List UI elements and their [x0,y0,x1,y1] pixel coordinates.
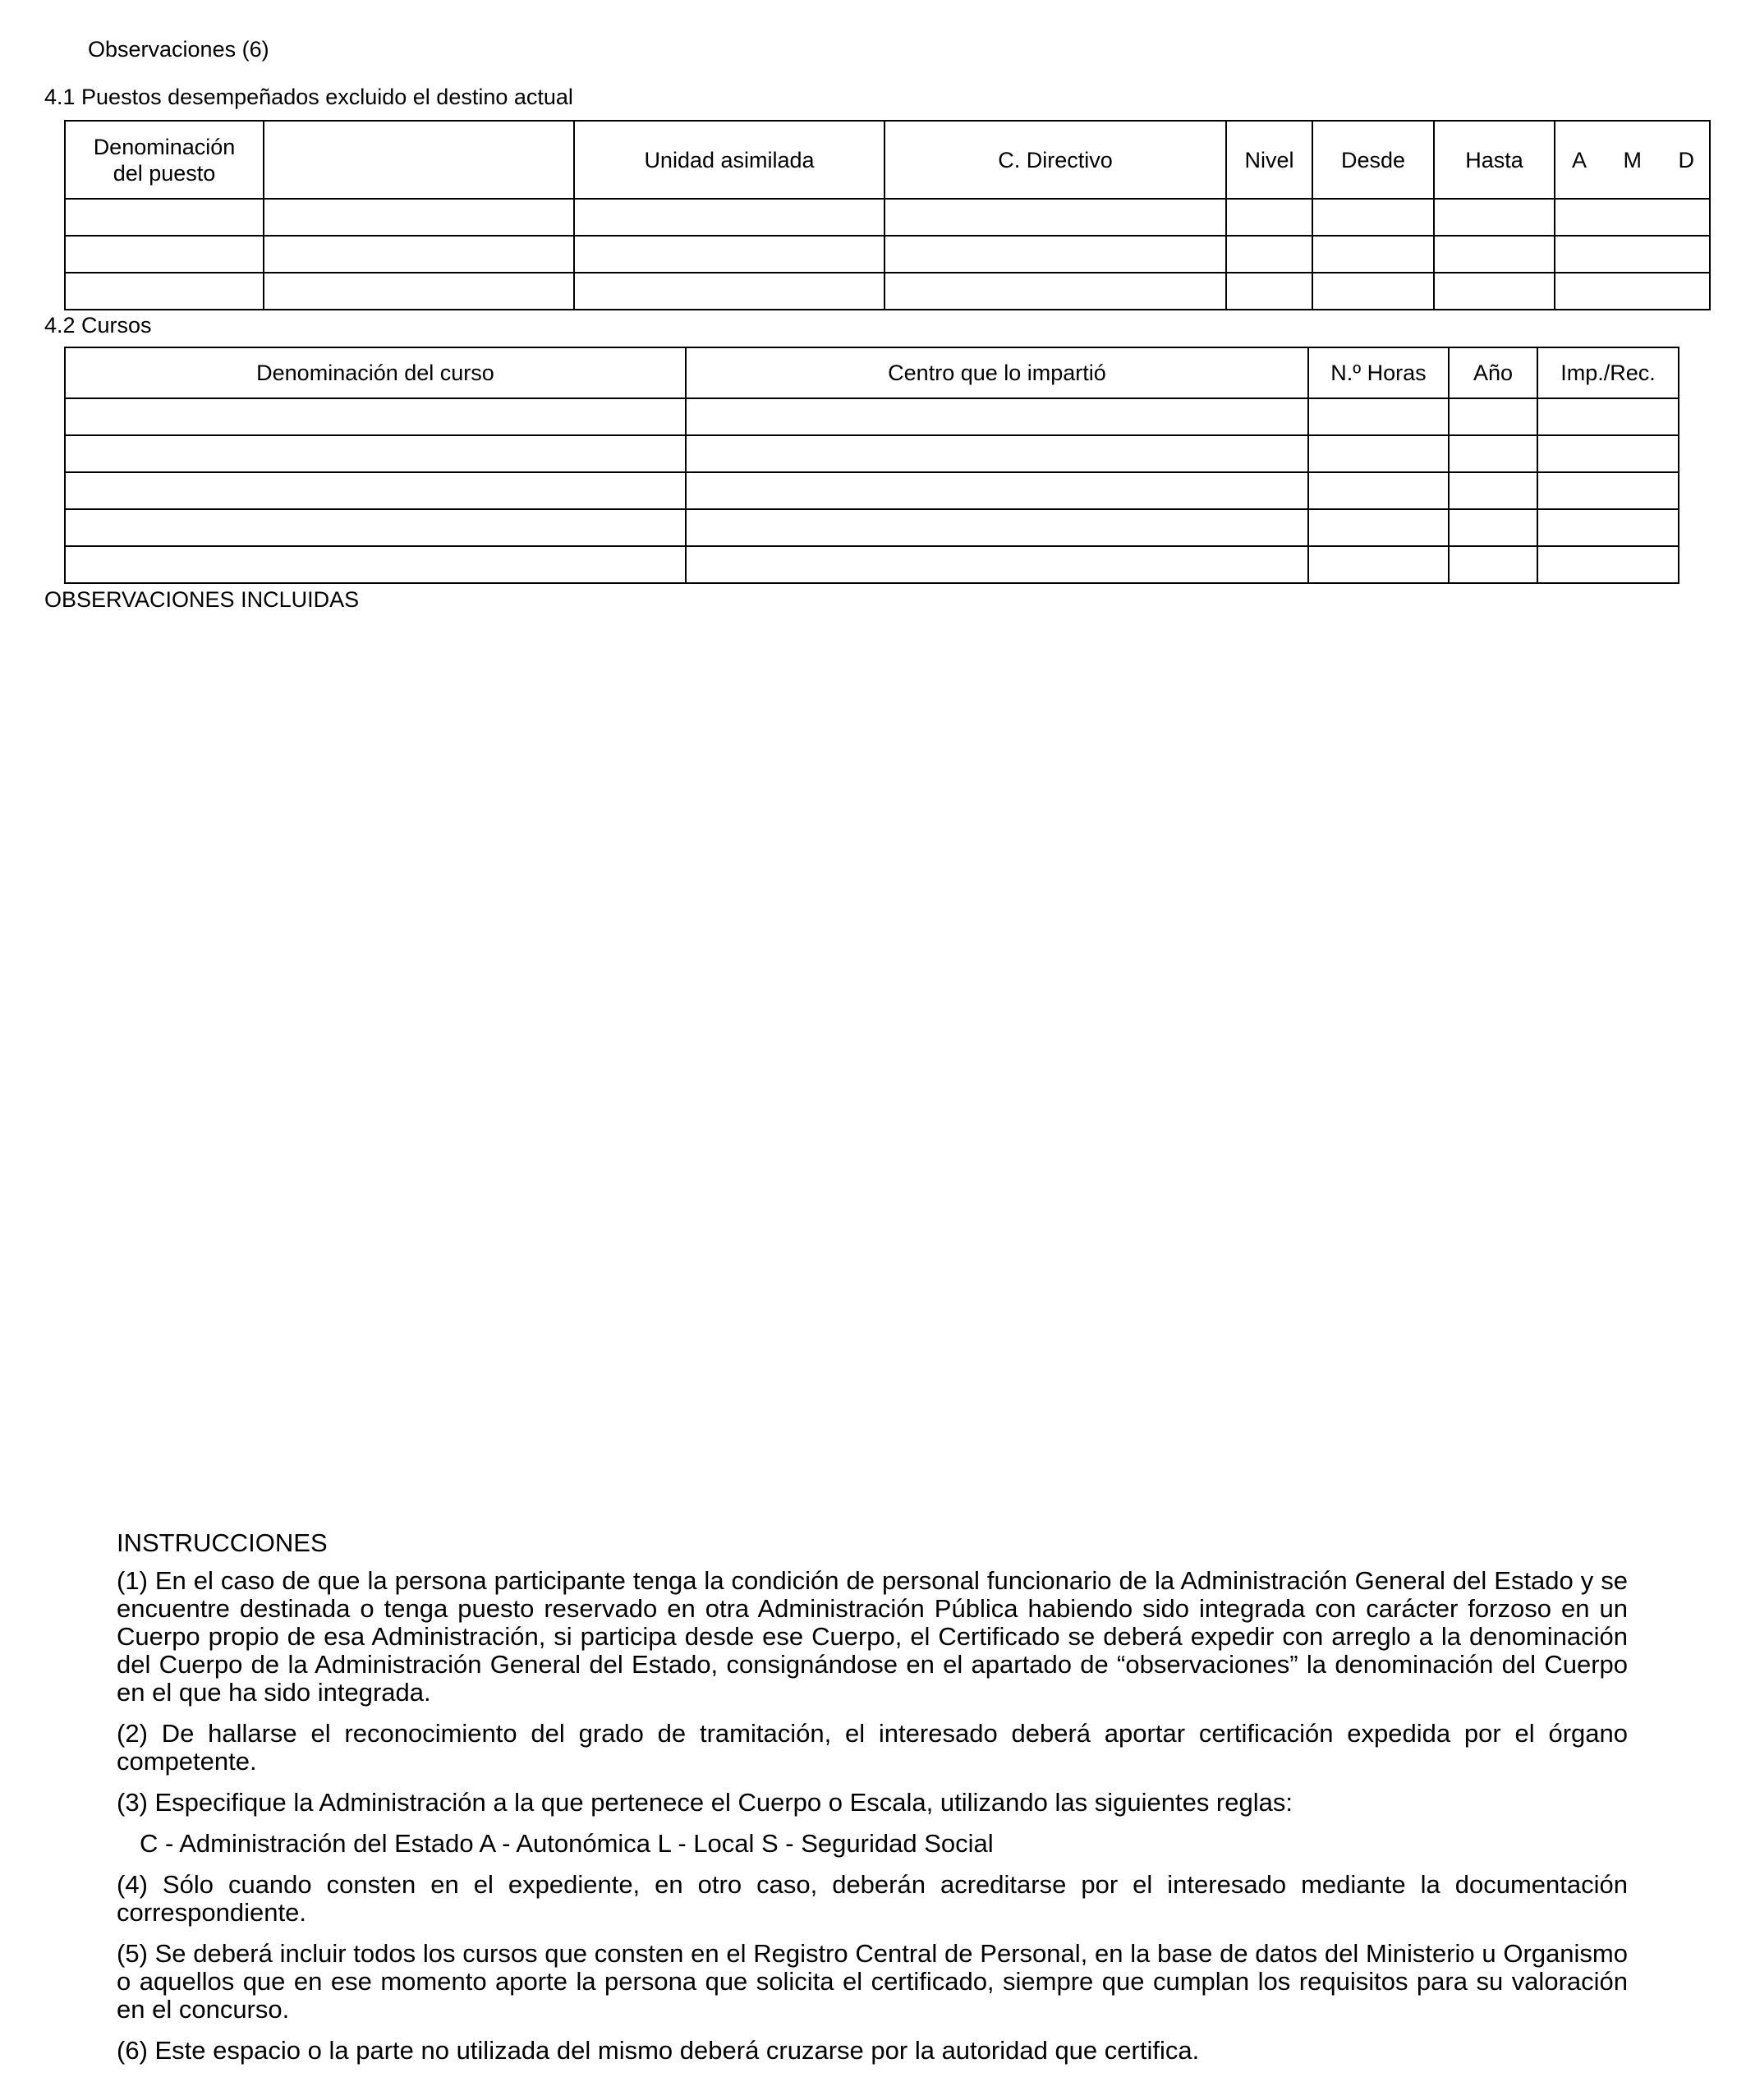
table-cell[interactable] [686,546,1308,583]
table-cell[interactable] [1308,546,1449,583]
header-denominacion-line1: Denominación [93,134,236,159]
instruction-2: (2) De hallarse el reconocimiento del grado de tramitación, el interesado deberá aportar certificación expedida por el órgano competente. [117,1719,1628,1776]
table-cell[interactable] [1449,546,1537,583]
section-4-1-title: 4.1 Puestos desempeñados excluido el destino actual [44,85,573,109]
table-row [65,398,1679,435]
table-cell[interactable] [686,398,1308,435]
table-cell[interactable] [884,199,1226,236]
header-m: M [1623,147,1642,172]
table-cell[interactable] [1555,199,1710,236]
table-cell[interactable] [1449,509,1537,546]
table-cell[interactable] [1555,236,1710,273]
table-cell[interactable] [1537,435,1679,472]
table-cell[interactable] [65,435,686,472]
table-cell[interactable] [1537,472,1679,509]
puestos-table [64,120,1711,310]
table-cell[interactable] [1226,273,1312,310]
header-desde: Desde [1312,121,1434,199]
table-cell[interactable] [1434,199,1555,236]
table-cell[interactable] [1308,509,1449,546]
table-cell[interactable] [1555,273,1710,310]
table-cell[interactable] [65,546,686,583]
table-cell[interactable] [1312,273,1434,310]
table-cell[interactable] [574,236,884,273]
header-a: A [1572,147,1587,172]
table-cell[interactable] [574,273,884,310]
table-row [65,199,1710,236]
table-cell[interactable] [65,472,686,509]
table-cell[interactable] [1449,398,1537,435]
cursos-table [64,347,1679,584]
table-cell[interactable] [264,273,574,310]
header-denominacion-puesto [65,121,264,199]
instruction-6: (6) Este espacio o la parte no utilizada del mismo deberá cruzarse por la autoridad que certifica. [117,2036,1200,2065]
table-row [65,435,1679,472]
table-cell[interactable] [1308,472,1449,509]
instruction-5: (5) Se deberá incluir todos los cursos que consten en el Registro Central de Personal, en la base de datos del Ministerio u Organismo o aquellos que en ese momento aporte la persona que solicita el certificado, siempre que cumplan los requisitos para su valoración en el concurso. [117,1939,1628,2024]
table-cell[interactable] [884,273,1226,310]
instruction-1: (1) En el caso de que la persona participante tenga la condición de personal funcionario de la Administración General del Estado y se encuentre destinada o tenga puesto reservado en otra Administración Pública habiendo sido integrada con carácter forzoso en un Cuerpo propio de esa Administración, si participa desde ese Cuerpo, el Certificado se deberá expedir con arreglo a la denominación del Cuerpo de la Administración General del Estado, consignándose en el apartado de “observaciones” la denominación del Cuerpo en el que ha sido integrada. [117,1566,1628,1707]
table-cell[interactable] [65,236,264,273]
table-cell[interactable] [1312,199,1434,236]
header-amd [1555,121,1710,199]
table-row [65,273,1710,310]
table-cell[interactable] [1537,509,1679,546]
table-cell[interactable] [574,199,884,236]
header-denominacion-line2: del puesto [113,160,216,186]
instrucciones-section [117,1529,1628,2078]
table-row [65,472,1679,509]
header-hasta: Hasta [1434,121,1555,199]
observaciones-incluidas-label: OBSERVACIONES INCLUIDAS [44,587,360,612]
table-cell[interactable] [65,398,686,435]
header-centro-impartio: Centro que lo impartió [686,347,1308,398]
table-row [65,236,1710,273]
instrucciones-title: INSTRUCCIONES [117,1528,328,1557]
table-cell[interactable] [1312,236,1434,273]
table-cell[interactable] [65,509,686,546]
puestos-header-row [65,121,1710,199]
instruction-4: (4) Sólo cuando consten en el expediente, en otro caso, deberán acreditarse por el interesado mediante la documentación correspondiente. [117,1870,1628,1927]
table-cell[interactable] [1434,273,1555,310]
header-imp-rec: Imp./Rec. [1537,347,1679,398]
table-cell[interactable] [884,236,1226,273]
table-cell[interactable] [1537,546,1679,583]
table-cell[interactable] [1449,435,1537,472]
header-blank [264,121,574,199]
table-cell[interactable] [686,509,1308,546]
table-cell[interactable] [686,435,1308,472]
instruction-3-rules: C - Administración del Estado A - Autonómica L - Local S - Seguridad Social [140,1829,994,1858]
header-unidad-asimilada: Unidad asimilada [574,121,884,199]
table-cell[interactable] [1537,398,1679,435]
instruction-3: (3) Especifique la Administración a la que pertenece el Cuerpo o Escala, utilizando las siguientes reglas: [117,1788,1293,1817]
table-cell[interactable] [1226,199,1312,236]
header-denominacion-curso: Denominación del curso [65,347,686,398]
header-d: D [1678,147,1694,172]
table-cell[interactable] [264,236,574,273]
table-cell[interactable] [65,199,264,236]
header-anio: Año [1449,347,1537,398]
table-cell[interactable] [686,472,1308,509]
table-row [65,509,1679,546]
table-cell[interactable] [1449,472,1537,509]
table-row [65,546,1679,583]
table-cell[interactable] [264,199,574,236]
section-4-2-title: 4.2 Cursos [44,313,152,338]
observaciones-label: Observaciones (6) [88,37,269,62]
header-num-horas: N.º Horas [1308,347,1449,398]
table-cell[interactable] [1308,398,1449,435]
table-cell[interactable] [1308,435,1449,472]
header-nivel: Nivel [1226,121,1312,199]
table-cell[interactable] [65,273,264,310]
header-c-directivo: C. Directivo [884,121,1226,199]
cursos-header-row [65,347,1679,398]
table-cell[interactable] [1434,236,1555,273]
table-cell[interactable] [1226,236,1312,273]
